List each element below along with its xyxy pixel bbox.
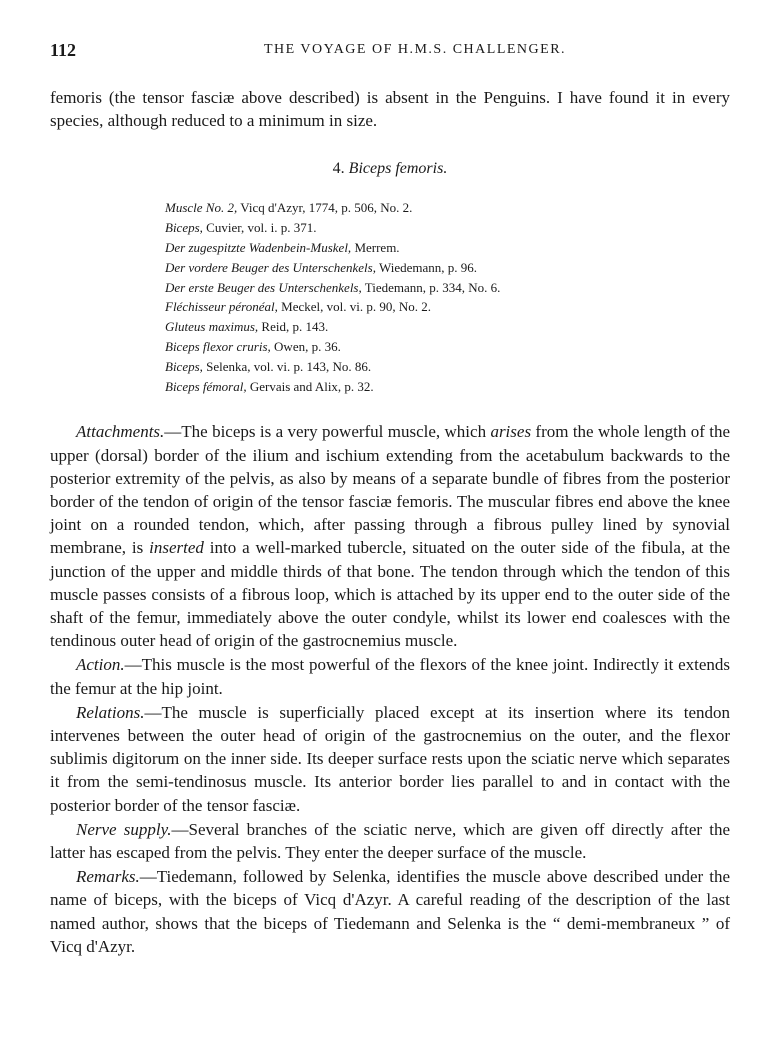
- reference-list: [165, 198, 730, 396]
- page-number: 112: [50, 40, 77, 60]
- relations-text: —The muscle is superficially placed except at its insertion where its tendon intervenes between the outer head of origin of the gastrocnemius on the outer, and the flexor sublimis digitorum on the inner side. Its deeper surface rests upon the sciatic nerve which separates it from the semi-tendinosus muscle. Its anterior border lies parallel to and in contact with the posterior border of the tensor fasciæ.: [50, 702, 730, 815]
- nerve-supply-paragraph: [50, 818, 730, 864]
- reference-detail: Meckel, vol. vi. p. 90, No. 2.: [277, 299, 431, 315]
- reference-title: Der vordere Beuger des Unterschenkels,: [165, 259, 376, 275]
- reference-title: Muscle No. 2,: [165, 200, 238, 216]
- relations-paragraph: [50, 701, 730, 817]
- reference-detail: Wiedemann, p. 96.: [375, 259, 478, 275]
- relations-heading: Relations.: [76, 702, 145, 722]
- reference-item: [165, 278, 730, 298]
- section-heading: [50, 160, 730, 178]
- reference-detail: Tiedemann, p. 334, No. 6.: [361, 279, 501, 295]
- attachments-emphasis-arises: arises: [490, 422, 532, 442]
- reference-title: Biceps,: [165, 358, 203, 374]
- reference-detail: Selenka, vol. vi. p. 143, No. 86.: [202, 358, 372, 374]
- reference-title: Der zugespitzte Wadenbein-Muskel,: [165, 240, 352, 255]
- attachments-heading: Attachments.: [76, 422, 165, 442]
- intro-paragraph: femoris (the tensor fasciæ above described) is absent in the Penguins. I have found it in every species, although reduced to a minimum in size.: [50, 88, 730, 131]
- reference-item: [165, 317, 730, 337]
- reference-title: Biceps flexor cruris,: [165, 338, 271, 354]
- reference-item: [165, 357, 730, 377]
- reference-item: [165, 218, 730, 238]
- reference-item: [165, 258, 730, 278]
- reference-title: Biceps,: [165, 220, 203, 236]
- running-title: THE VOYAGE OF H.M.S. CHALLENGER.: [263, 42, 567, 57]
- reference-detail: Gervais and Alix, p. 32.: [246, 378, 374, 394]
- attachments-text-3: into a well-marked tubercle, situated on the outer side of the fibula, at the junction of the upper and middle thirds of that bone. The tendon through which the tendon of this muscle passes consists of a fibrous loop, which is attached by its upper end to the outer side of the shaft of the femur, immediately above the outer condyle, whilst its lower end coalesces with the tendinous outer head of origin of the gastrocnemius muscle.: [50, 538, 730, 651]
- reference-detail: Merrem.: [351, 240, 400, 255]
- attachments-paragraph: [50, 420, 730, 652]
- remarks-heading: Remarks.: [76, 867, 140, 887]
- attachments-text-1: —The biceps is a very powerful muscle, which: [164, 422, 491, 442]
- reference-title: Gluteus maximus,: [165, 319, 259, 335]
- reference-item: [165, 238, 730, 258]
- page: [50, 40, 730, 958]
- reference-title: Fléchisseur péronéal,: [165, 299, 278, 315]
- action-paragraph: [50, 653, 730, 699]
- reference-item: [165, 297, 730, 317]
- section-number: 4.: [332, 160, 345, 178]
- reference-title: Biceps fémoral,: [165, 378, 247, 394]
- page-header: [50, 40, 730, 70]
- attachments-emphasis-inserted: inserted: [149, 538, 204, 558]
- reference-detail: Owen, p. 36.: [270, 338, 341, 354]
- action-heading: Action.: [76, 655, 125, 675]
- body-text: [50, 420, 730, 958]
- action-text: —This muscle is the most powerful of the flexors of the knee joint. Indirectly it extends the femur at the hip joint.: [50, 655, 730, 698]
- reference-detail: Reid, p. 143.: [258, 319, 329, 335]
- nerve-supply-text: —Several branches of the sciatic nerve, which are given off directly after the latter has escaped from the pelvis. They enter the deeper surface of the muscle.: [50, 819, 730, 863]
- reference-item: [165, 198, 730, 218]
- remarks-text: —Tiedemann, followed by Selenka, identifies the muscle above described under the name of biceps, with the biceps of Vicq d'Azyr. A careful reading of the description of the last named author, shows that the biceps of Tiedemann and Selenka is the “ demi-membraneux ” of Vicq d'Azyr.: [50, 867, 730, 956]
- nerve-supply-heading: Nerve supply.: [76, 819, 172, 839]
- reference-detail: Cuvier, vol. i. p. 371.: [202, 220, 317, 236]
- reference-title: Der erste Beuger des Unterschenkels,: [165, 279, 362, 295]
- reference-item: [165, 377, 730, 397]
- section-title: Biceps femoris.: [348, 160, 448, 178]
- remarks-paragraph: [50, 865, 730, 958]
- reference-item: [165, 337, 730, 357]
- attachments-text-2: from the whole length of the upper (dorsal) border of the ilium and ischium extending from the acetabulum backwards to the posterior extremity of the pelvis, as also by means of a separate bundle of fibres from the posterior border of the tendon of origin of the tensor fasciæ femoris. The muscular fibres end above the knee joint on a rounded tendon, which, after passing through a fibrous pulley lined by synovial membrane, is: [50, 422, 730, 558]
- reference-detail: Vicq d'Azyr, 1774, p. 506, No. 2.: [237, 200, 413, 216]
